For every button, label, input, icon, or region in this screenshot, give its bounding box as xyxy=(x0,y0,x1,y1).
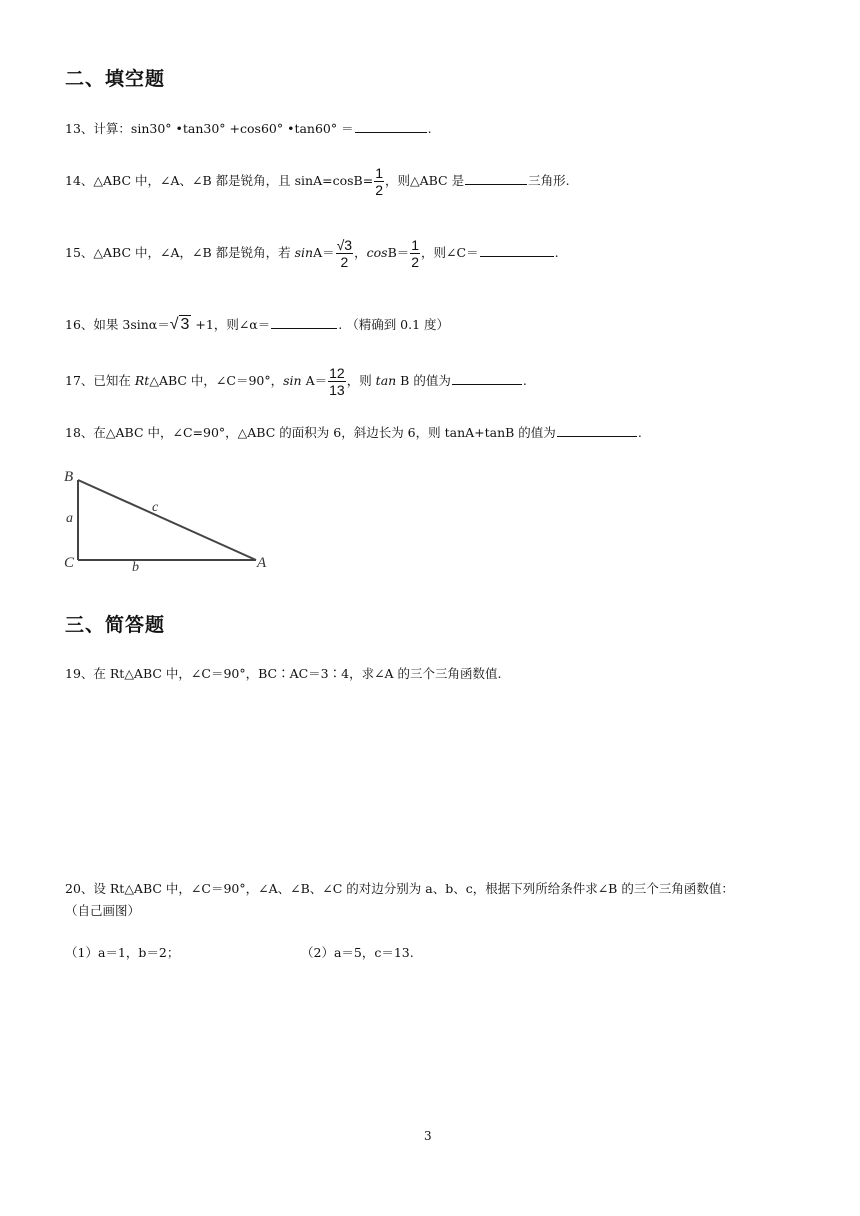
question-13-tail: . xyxy=(427,121,432,136)
tan-function: tan xyxy=(375,373,397,388)
answer-blank-18[interactable] xyxy=(557,424,637,437)
sin-function: sin xyxy=(283,373,302,388)
answer-blank-16[interactable] xyxy=(271,316,337,329)
question-19: 19、在 Rt△ABC 中，∠C＝90°，BC∶AC＝3∶4，求∠A 的三个三角函数值. xyxy=(65,666,502,681)
side-label-b: b xyxy=(132,560,139,574)
question-17-sin-eq: A＝ xyxy=(301,373,328,388)
sin-function: sin xyxy=(294,245,314,260)
question-17-mid2: ，则 xyxy=(346,373,376,388)
question-16-tail: . （精确到 0.1 度） xyxy=(338,317,450,332)
question-15-post: ，则∠C＝ xyxy=(421,245,479,260)
section-heading-fill-blank: 二、填空题 xyxy=(65,68,166,90)
page-number: 3 xyxy=(424,1129,432,1143)
question-15-pre: 15、△ABC 中，∠A，∠B 都是锐角，若 xyxy=(65,245,295,260)
question-13-text: 13、计算：sin30° •tan30° +cos60° •tan60° ＝ xyxy=(65,121,354,136)
question-17-mid: △ABC 中，∠C＝90°， xyxy=(149,373,284,388)
answer-blank-14[interactable] xyxy=(465,172,527,185)
question-13 xyxy=(65,120,432,138)
section-heading-short-answer: 三、简答题 xyxy=(65,614,166,636)
radicand: 3 xyxy=(180,316,190,333)
question-18-text: 18、在△ABC 中，∠C=90°，△ABC 的面积为 6，斜边长为 6，则 tanA+tanB 的值为 xyxy=(65,425,556,440)
rt-label: Rt xyxy=(134,373,150,388)
fraction-numerator: 12 xyxy=(329,365,345,381)
side-label-c: c xyxy=(152,500,159,515)
question-18 xyxy=(65,424,642,442)
answer-blank-15[interactable] xyxy=(480,244,554,257)
fraction-sqrt3-over-2 xyxy=(336,238,353,269)
question-15-cos-eq: B＝ xyxy=(387,245,410,260)
question-14 xyxy=(65,166,570,197)
question-20-line-1: 20、设 Rt△ABC 中，∠C＝90°，∠A、∠B、∠C 的对边分别为 a、b、c，根据下列所给条件求∠B 的三个三角函数值： xyxy=(65,881,734,896)
question-16 xyxy=(65,316,449,334)
question-15-tail: . xyxy=(554,245,559,260)
question-14-post: ，则△ABC 是 xyxy=(384,173,465,188)
question-18-tail: . xyxy=(637,425,642,440)
question-16-pre: 16、如果 3sinα＝ xyxy=(65,317,170,332)
fraction-denominator: 2 xyxy=(340,254,349,270)
sqrt-3-expression: √ 3 xyxy=(169,316,190,333)
answer-blank-13[interactable] xyxy=(355,120,427,133)
fraction-12-over-13 xyxy=(328,366,346,397)
vertex-label-b: B xyxy=(64,469,74,485)
question-17-tail: . xyxy=(522,373,527,388)
question-17-post: B 的值为 xyxy=(396,373,451,388)
cos-function: cos xyxy=(366,245,388,260)
question-14-tail: 三角形. xyxy=(528,173,570,188)
question-20-line-2: （自己画图） xyxy=(65,903,141,918)
side-c-line xyxy=(78,480,256,560)
vertex-label-a: A xyxy=(257,555,267,571)
answer-blank-17[interactable] xyxy=(452,372,522,385)
question-14-pre: 14、△ABC 中，∠A、∠B 都是锐角，且 sinA=cosB= xyxy=(65,173,374,188)
question-15 xyxy=(65,238,559,269)
fraction-denominator: 2 xyxy=(375,182,383,198)
question-16-post: +1，则∠α＝ xyxy=(191,317,271,332)
question-15-sin-eq: A＝ xyxy=(313,245,335,260)
vertex-label-c: C xyxy=(64,555,75,571)
fraction-numerator: 1 xyxy=(375,165,383,181)
fraction-numerator: 1 xyxy=(411,237,420,253)
question-15-mid: ， xyxy=(354,245,367,260)
fraction-numerator: √3 xyxy=(336,237,353,253)
question-20-part-2: （2）a＝5，c＝13. xyxy=(301,945,414,960)
fraction-denominator: 2 xyxy=(411,254,420,270)
side-label-a: a xyxy=(66,511,73,526)
fraction-one-half xyxy=(410,238,420,269)
question-17 xyxy=(65,366,527,397)
fraction-denominator: 13 xyxy=(329,382,345,398)
question-17-pre: 17、已知在 xyxy=(65,373,135,388)
right-triangle-figure xyxy=(60,464,272,574)
fraction-one-half xyxy=(374,166,384,197)
question-20-part-1: （1）a＝1，b＝2； xyxy=(65,945,180,960)
